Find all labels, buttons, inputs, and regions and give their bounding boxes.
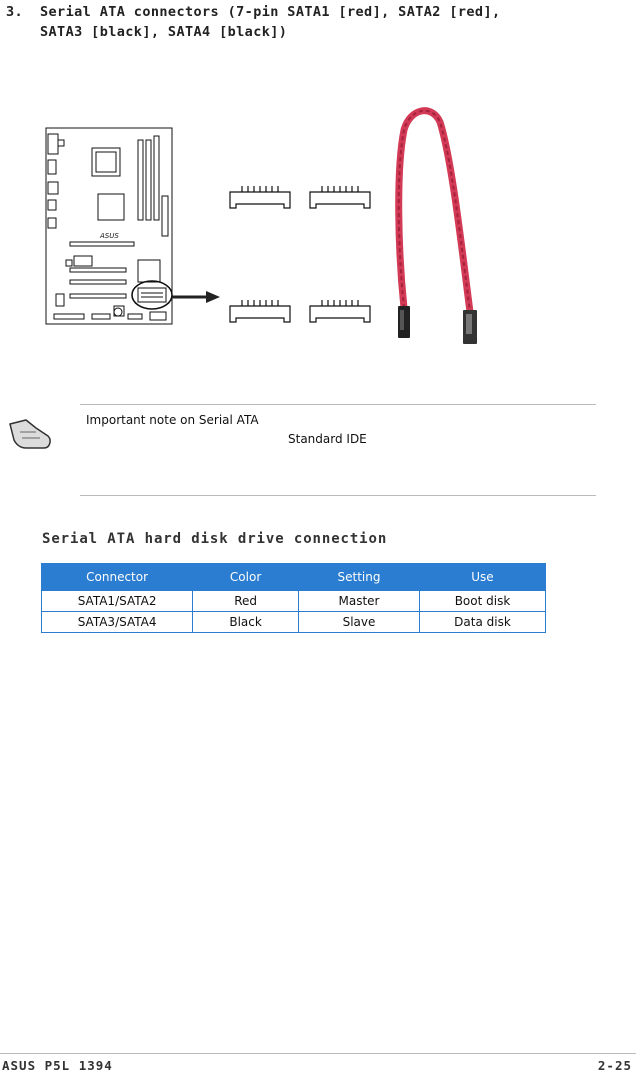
footer-page-number: 2-25 (597, 1058, 632, 1073)
section-title-line2: SATA3 [black], SATA4 [black]) (40, 24, 288, 40)
footer-divider (0, 1053, 636, 1054)
cell-connector: SATA1/SATA2 (42, 591, 193, 612)
pointer-arrow (172, 291, 220, 303)
header-connector: Connector (42, 564, 193, 591)
sata-connector-top-left (230, 186, 290, 208)
cell-setting: Slave (299, 612, 420, 633)
motherboard-diagram (46, 128, 172, 324)
note-title: Important note on Serial ATA (86, 413, 259, 427)
sata-connection-table (41, 563, 546, 633)
cell-use: Data disk (419, 612, 545, 633)
cell-color: Black (193, 612, 299, 633)
important-note-box (80, 404, 596, 496)
section-number: 3. (6, 4, 24, 20)
header-color: Color (193, 564, 299, 591)
figure-svg (0, 100, 636, 360)
table-header-row (42, 564, 546, 591)
section-heading (6, 2, 626, 42)
note-subtitle: Standard IDE (288, 432, 367, 446)
cell-connector: SATA3/SATA4 (42, 612, 193, 633)
sata-connector-bottom-right (310, 300, 370, 322)
header-use: Use (419, 564, 545, 591)
table-heading: Serial ATA hard disk drive connection (42, 531, 388, 547)
sata-cable-illustration (398, 111, 477, 344)
section-title-line1: Serial ATA connectors (7-pin SATA1 [red], SATA2 [red], (40, 4, 501, 20)
sata-connector-top-right (310, 186, 370, 208)
sata-connector-bottom-left (230, 300, 290, 322)
sata-connector-figure (0, 100, 636, 360)
cell-color: Red (193, 591, 299, 612)
cell-use: Boot disk (419, 591, 545, 612)
hand-pointing-icon (6, 410, 56, 456)
table-row (42, 612, 546, 633)
footer-product-name: ASUS P5L 1394 (2, 1058, 113, 1073)
header-setting: Setting (299, 564, 420, 591)
board-logo-text: ASUS (100, 232, 119, 240)
table-row (42, 591, 546, 612)
cell-setting: Master (299, 591, 420, 612)
